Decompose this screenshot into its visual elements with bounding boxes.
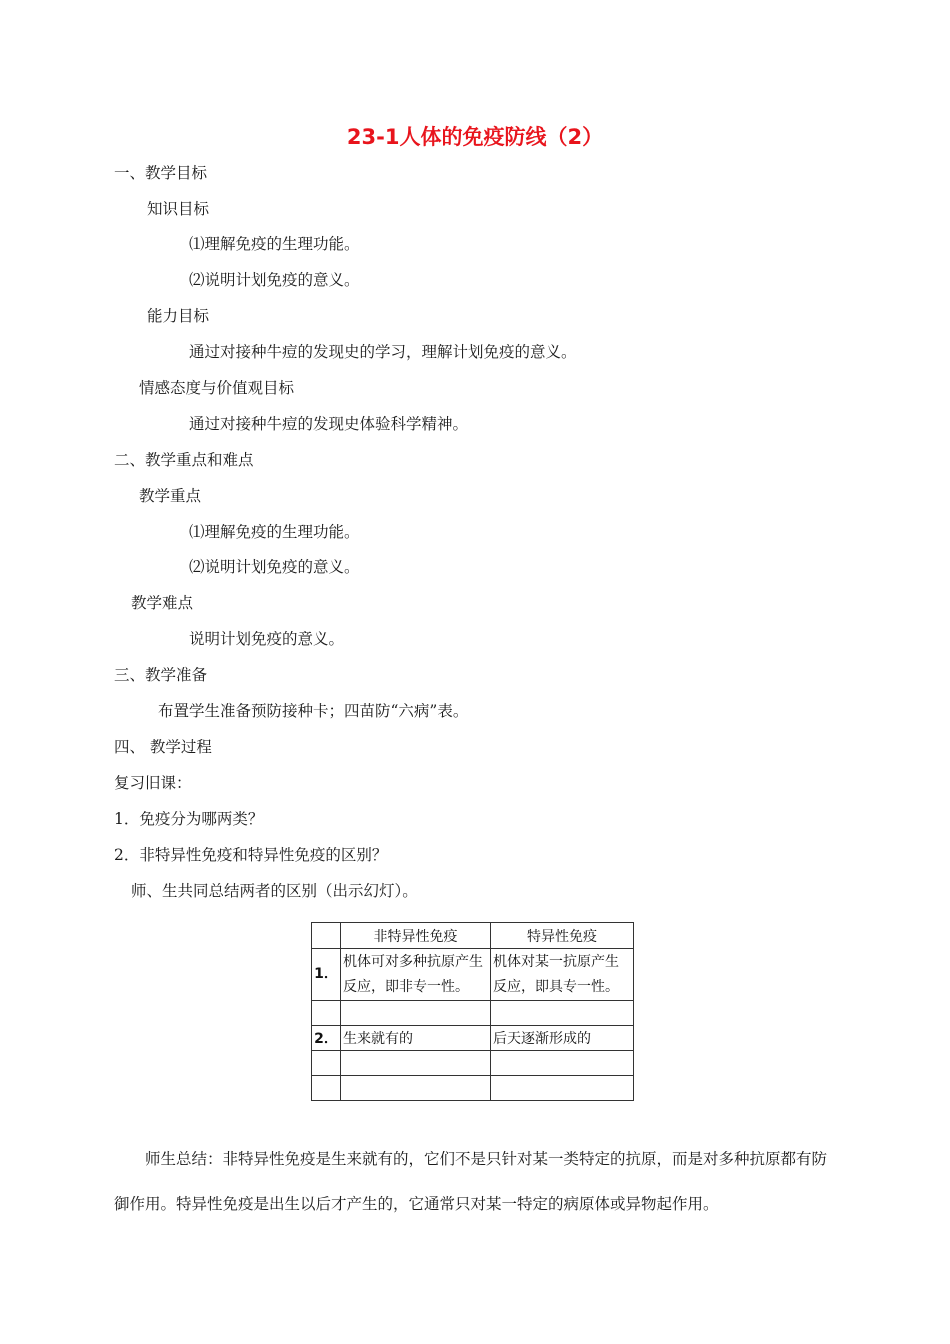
table-row xyxy=(312,1026,634,1051)
table-row xyxy=(312,1001,634,1026)
table-cell xyxy=(341,1001,491,1026)
subheading-difficulties: 教学难点 xyxy=(131,594,194,612)
subheading-knowledge: 知识目标 xyxy=(147,200,210,218)
table-header-cell xyxy=(312,923,341,949)
subheading-ability: 能力目标 xyxy=(147,307,210,325)
knowledge-item-2: ⑵说明计划免疫的意义。 xyxy=(189,271,360,289)
summary-paragraph: 师生总结：非特异性免疫是生来就有的，它们不是只针对某一类特定的抗原，而是对多种抗原都有防御作用。特异性免疫是出生以后才产生的，它通常只对某一特定的病原体或异物起作用。 xyxy=(114,1150,828,1213)
document-title: 23-1人体的免疫防线（2） xyxy=(346,125,604,149)
table-header-cell: 非特异性免疫 xyxy=(341,923,491,949)
subheading-attitude: 情感态度与价值观目标 xyxy=(139,379,295,397)
table-cell: 1． xyxy=(312,949,341,1001)
table-header-cell: 特异性免疫 xyxy=(491,923,634,949)
table-cell xyxy=(341,1051,491,1076)
immunity-comparison-table xyxy=(311,922,634,1101)
review-label: 复习旧课： xyxy=(114,774,192,792)
table-cell: 后天逐渐形成的 xyxy=(491,1026,634,1051)
table-cell xyxy=(341,1076,491,1101)
table-cell xyxy=(312,1051,341,1076)
section-heading-objectives: 一、教学目标 xyxy=(114,164,208,182)
table-header-row xyxy=(312,923,634,949)
table-cell: 机体可对多种抗原产生反应，即非专一性。 xyxy=(341,949,491,1001)
knowledge-item-1: ⑴理解免疫的生理功能。 xyxy=(189,235,360,253)
table-cell xyxy=(312,1076,341,1101)
section-heading-process: 四、 教学过程 xyxy=(114,738,212,756)
table-cell xyxy=(312,1001,341,1026)
table-row xyxy=(312,949,634,1001)
table-intro-note: 师、生共同总结两者的区别（出示幻灯）。 xyxy=(131,882,418,900)
review-question-1: 1．免疫分为哪两类？ xyxy=(114,810,264,828)
table-cell xyxy=(491,1051,634,1076)
table-cell xyxy=(491,1001,634,1026)
table-row xyxy=(312,1076,634,1101)
section-heading-preparation: 三、教学准备 xyxy=(114,666,208,684)
attitude-item: 通过对接种牛痘的发现史体验科学精神。 xyxy=(189,415,469,433)
key-point-item-2: ⑵说明计划免疫的意义。 xyxy=(189,558,360,576)
ability-item: 通过对接种牛痘的发现史的学习，理解计划免疫的意义。 xyxy=(189,343,577,361)
table-cell: 2． xyxy=(312,1026,341,1051)
subheading-key-points: 教学重点 xyxy=(139,487,202,505)
table-cell xyxy=(491,1076,634,1101)
section-heading-focus: 二、教学重点和难点 xyxy=(114,451,254,469)
table-row xyxy=(312,1051,634,1076)
review-question-2: 2．非特异性免疫和特异性免疫的区别？ xyxy=(114,846,388,864)
preparation-item: 布置学生准备预防接种卡；四苗防“六病”表。 xyxy=(158,702,469,720)
table-cell: 机体对某一抗原产生反应，即具专一性。 xyxy=(491,949,634,1001)
table-cell: 生来就有的 xyxy=(341,1026,491,1051)
difficulty-item: 说明计划免疫的意义。 xyxy=(189,630,345,648)
key-point-item-1: ⑴理解免疫的生理功能。 xyxy=(189,523,360,541)
